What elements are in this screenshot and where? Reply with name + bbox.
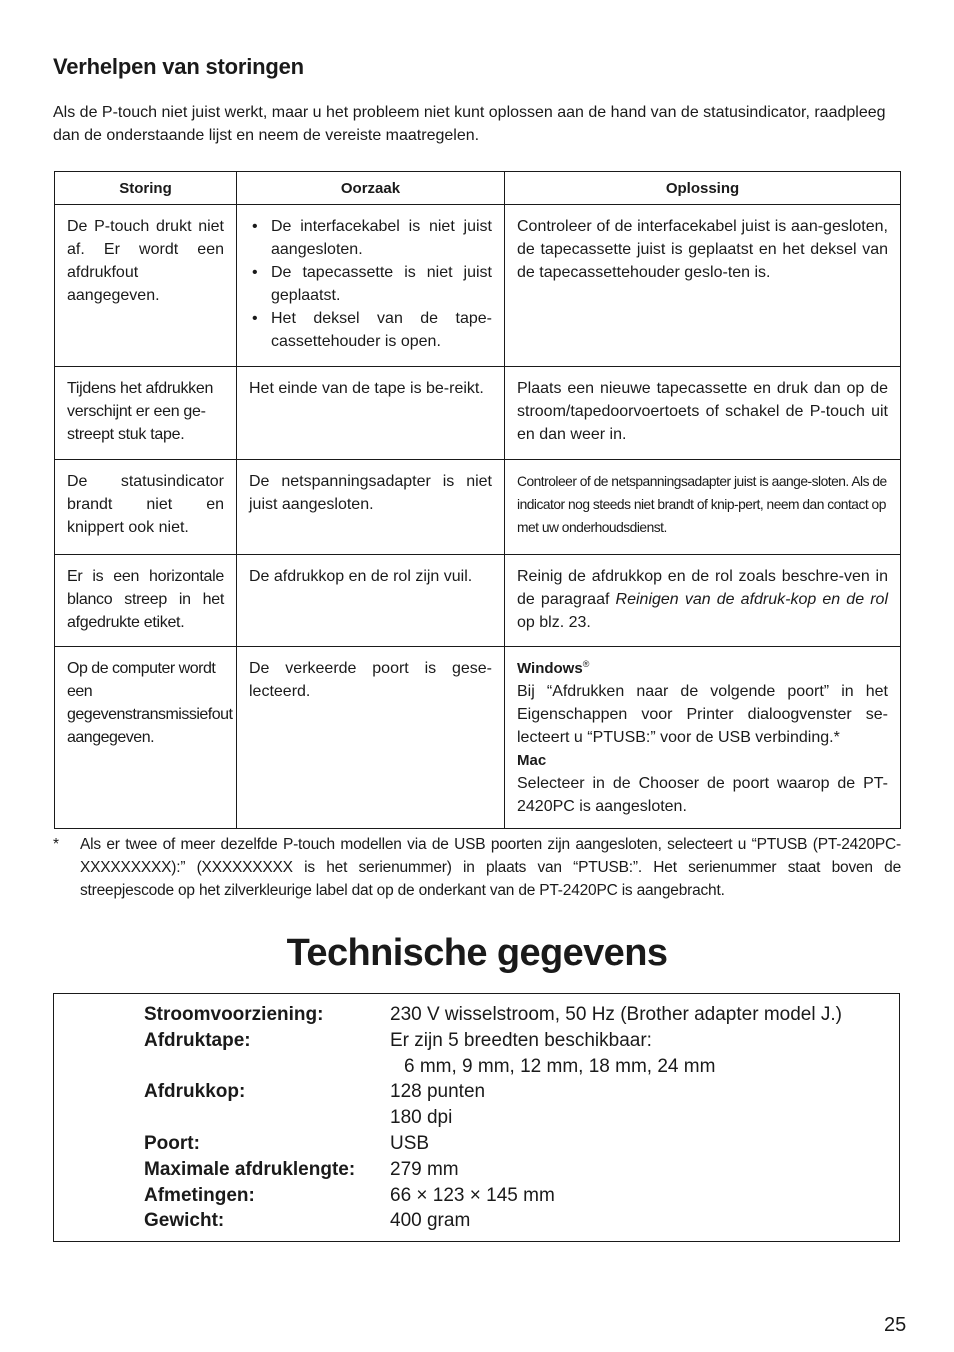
- cell-oorzaak: Het einde van de tape is be-reikt.: [237, 367, 505, 460]
- cell-storing: De P-touch drukt niet af. Er wordt een afdrukfout aangegeven.: [55, 205, 237, 367]
- solution-reference: Reinigen van de afdruk-kop en de rol: [615, 591, 889, 608]
- cell-oplossing: [505, 555, 901, 647]
- troubleshooting-table: [54, 171, 901, 829]
- spec-label: Afdruktape:: [144, 1029, 251, 1051]
- spec-value: USB: [390, 1133, 430, 1154]
- table-row: [55, 555, 901, 647]
- page-number: 25: [884, 1314, 907, 1336]
- section-title: Verhelpen van storingen: [53, 54, 304, 79]
- cell-storing: Tijdens het afdrukken verschijnt er een ge-streept stuk tape.: [55, 367, 237, 460]
- cell-oplossing: Controleer of de netspanningsadapter juist is aange-sloten. Als de indicator nog steeds niet brandt of knip-pert, neem dan contact op met uw onderhoudsdienst.: [505, 460, 901, 555]
- spec-value: Er zijn 5 breedten beschikbaar:: [390, 1029, 652, 1051]
- spec-value: 66 × 123 × 145 mm: [390, 1184, 555, 1206]
- spec-label: Gewicht:: [144, 1210, 225, 1232]
- spec-value: 400 gram: [390, 1210, 471, 1232]
- list-item: • De tapecassette is niet juist geplaatst.: [249, 261, 492, 307]
- intro-paragraph: Als de P-touch niet juist werkt, maar u het probleem niet kunt oplossen aan de hand van de statusindicator, raadpleeg dan de onderstaande lijst en neem de vereiste maatregelen.: [53, 104, 886, 144]
- header-storing: Storing: [55, 172, 237, 205]
- cell-oorzaak: De netspanningsadapter is niet juist aangesloten.: [237, 460, 505, 555]
- spec-value: 128 punten: [390, 1081, 486, 1103]
- table-row: [55, 647, 901, 829]
- table-header-row: [55, 172, 901, 205]
- solution-text: Reinig de afdrukkop en de rol zoals beschre-ven in de paragraaf: [517, 568, 888, 608]
- header-oplossing: Oplossing: [505, 172, 901, 205]
- spec-label: Poort:: [144, 1133, 200, 1154]
- cause-list: [249, 215, 492, 353]
- cell-oorzaak: De afdrukkop en de rol zijn vuil.: [237, 555, 505, 647]
- cell-storing: Op de computer wordt een gegevenstransmissiefout aangegeven.: [55, 647, 237, 829]
- spec-value: 6 mm, 9 mm, 12 mm, 18 mm, 24 mm: [404, 1055, 716, 1077]
- footnote-text: Als er twee of meer dezelfde P-touch modellen via de USB poorten zijn aangesloten, selecteert u “PTUSB (PT-2420PC-XXXXXXXXX):” (XXXXXXXXX is het serienummer) in plaats van “PTUSB:”. Het serienummer staat boven de streepjescode op het zilverkleurige label dat op de onderkant van de PT-2420PC is aangebracht.: [80, 836, 901, 899]
- table-row: [55, 367, 901, 460]
- spec-label: Stroomvoorziening:: [144, 1004, 324, 1025]
- spec-label: Afdrukkop:: [144, 1081, 246, 1103]
- windows-heading: Windows®: [517, 659, 590, 677]
- list-item: • Het deksel van de tape-cassettehouder is open.: [249, 307, 492, 353]
- footnote: [53, 833, 901, 902]
- list-item: • De interfacekabel is niet juist aangesloten.: [249, 215, 492, 261]
- cell-oplossing: [505, 647, 901, 829]
- cell-oplossing: Plaats een nieuwe tapecassette en druk dan op de stroom/tapedoorvoertoets of schakel de P-touch uit en dan weer in.: [505, 367, 901, 460]
- cell-oorzaak: De verkeerde poort is gese-lecteerd.: [237, 647, 505, 829]
- windows-instructions: Bij “Afdrukken naar de volgende poort” in het Eigenschappen voor Printer dialoogvenster se-lecteert u “PTUSB:” voor de USB verbinding.*: [517, 683, 888, 746]
- table-row: [55, 460, 901, 555]
- header-oorzaak: Oorzaak: [237, 172, 505, 205]
- spec-value: 180 dpi: [390, 1107, 453, 1129]
- cell-oorzaak: [237, 205, 505, 367]
- table-row: [55, 205, 901, 367]
- spec-label: Maximale afdruklengte:: [144, 1158, 356, 1180]
- cell-storing: Er is een horizontale blanco streep in het afgedrukte etiket.: [55, 555, 237, 647]
- mac-heading: Mac: [517, 752, 547, 769]
- solution-page-ref: op blz. 23.: [517, 614, 591, 631]
- technical-data-title: Technische gegevens: [286, 932, 668, 974]
- spec-label: Afmetingen:: [144, 1184, 255, 1206]
- specifications-box: [53, 993, 900, 1242]
- spec-value: 230 V wisselstroom, 50 Hz (Brother adapter model J.): [390, 1004, 842, 1025]
- spec-value: 279 mm: [390, 1158, 459, 1180]
- footnote-mark: *: [53, 836, 60, 853]
- mac-instructions: Selecteer in de Chooser de poort waarop de PT-2420PC is aangesloten.: [517, 775, 888, 815]
- cell-storing: De statusindicator brandt niet en knippert ook niet.: [55, 460, 237, 555]
- cell-oplossing: Controleer of de interfacekabel juist is aan-gesloten, de tapecassette juist is geplaatst en het deksel van de tapecassettehouder geslo-ten is.: [505, 205, 901, 367]
